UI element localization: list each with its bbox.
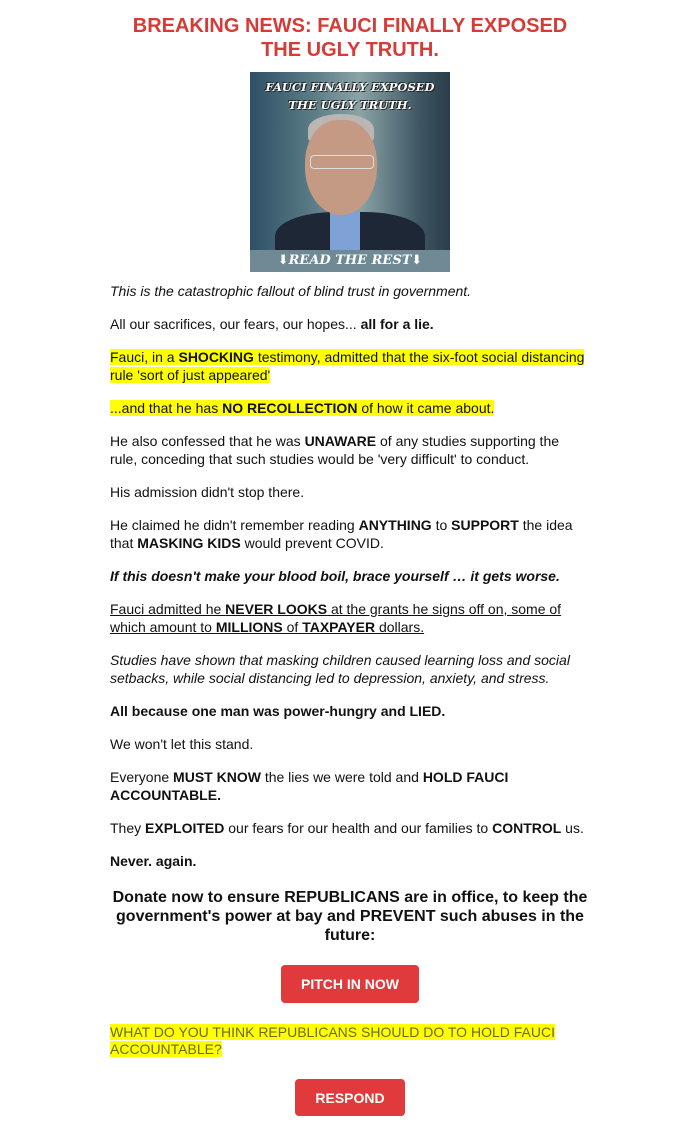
- text: to: [431, 517, 452, 533]
- paragraph: [110, 651, 590, 687]
- portrait-glasses: [310, 155, 374, 169]
- text: ...and that he has: [110, 400, 223, 416]
- text: at the grants he signs off on, some of which amount to: [110, 601, 562, 635]
- donate-heading: Donate now to ensure REPUBLICANS are in office, to keep the government's power at bay and PREVENT such abuses in the future:: [112, 889, 588, 944]
- paragraph: [110, 819, 590, 837]
- text: would prevent COVID.: [240, 535, 384, 551]
- paragraph: [110, 600, 590, 636]
- text: of any studies supporting the rule, conceding that such studies would be 'very difficult' to conduct.: [110, 433, 560, 467]
- article-text: [110, 282, 590, 870]
- text: testimony, admitted that the six-foot social distancing rule 'sort of just appeared': [110, 349, 585, 383]
- paragraph: [110, 768, 590, 804]
- paragraph: [110, 315, 590, 333]
- text: our fears for our health and our families to: [224, 820, 493, 836]
- bold-text: Never. again.: [110, 853, 197, 869]
- hero-image[interactable]: [250, 72, 450, 272]
- portrait-shirt: [330, 212, 360, 252]
- respond-button[interactable]: RESPOND: [295, 1079, 405, 1116]
- bold-text: UNAWARE: [304, 433, 377, 449]
- hero-caption-line2: THE UGLY TRUTH.: [288, 98, 412, 112]
- bold-text: SHOCKING: [178, 349, 254, 365]
- text: This is the catastrophic fallout of blind trust in government.: [110, 283, 472, 299]
- text: Everyone: [110, 769, 174, 785]
- bold-text: MASKING KIDS: [137, 535, 241, 551]
- paragraph: [110, 702, 590, 720]
- headline: BREAKING NEWS: FAUCI FINALLY EXPOSED THE UGLY TRUTH.: [132, 15, 568, 61]
- text: Fauci, in a: [110, 349, 179, 365]
- paragraph: [110, 432, 590, 468]
- bold-text: EXPLOITED: [145, 820, 225, 836]
- bold-text: SUPPORT: [451, 517, 519, 533]
- question-link[interactable]: [110, 1024, 590, 1058]
- text: His admission didn't stop there.: [110, 484, 305, 500]
- text: He also confessed that he was: [110, 433, 305, 449]
- text: of how it came about.: [357, 400, 495, 416]
- read-the-rest-banner[interactable]: ⬇READ THE REST⬇: [250, 250, 450, 272]
- text: the lies we were told and: [260, 769, 423, 785]
- paragraph: [110, 567, 590, 585]
- text: the idea that: [110, 517, 573, 551]
- paragraph: [110, 483, 590, 501]
- bold-text: NEVER LOOKS: [225, 601, 328, 617]
- bold-text: CONTROL: [492, 820, 562, 836]
- text: All our sacrifices, our fears, our hopes...: [110, 316, 361, 332]
- bold-text: HOLD FAUCI ACCOUNTABLE.: [110, 769, 509, 803]
- text: They: [110, 820, 146, 836]
- bold-text: NO RECOLLECTION: [222, 400, 358, 416]
- text: of: [282, 619, 303, 635]
- bold-text: all for a lie.: [360, 316, 434, 332]
- text: We won't let this stand.: [110, 736, 254, 752]
- bold-text: MUST KNOW: [173, 769, 261, 785]
- pitch-in-now-button[interactable]: PITCH IN NOW: [281, 965, 419, 1003]
- bold-text: MILLIONS: [215, 619, 283, 635]
- text: He claimed he didn't remember reading: [110, 517, 359, 533]
- email-body: [110, 0, 590, 1116]
- bold-text: If this doesn't make your blood boil, brace yourself … it gets worse.: [110, 568, 560, 584]
- bold-text: ANYTHING: [358, 517, 432, 533]
- paragraph: [110, 516, 590, 552]
- paragraph: [110, 852, 590, 870]
- text: us.: [561, 820, 584, 836]
- text: dollars.: [375, 619, 425, 635]
- bold-text: TAXPAYER: [302, 619, 376, 635]
- paragraph: [110, 282, 590, 300]
- paragraph: [110, 399, 590, 417]
- paragraph: [110, 735, 590, 753]
- paragraph: [110, 348, 590, 384]
- bold-text: All because one man was power-hungry and LIED.: [110, 703, 446, 719]
- text: Studies have shown that masking children caused learning loss and social setbacks, while social distancing led to depression, anxiety, and stress.: [110, 652, 570, 686]
- hero-caption: [250, 78, 450, 114]
- text: Fauci admitted he: [110, 601, 226, 617]
- hero-caption-line1: FAUCI FINALLY EXPOSED: [265, 80, 435, 94]
- question-link-text[interactable]: WHAT DO YOU THINK REPUBLICANS SHOULD DO TO HOLD FAUCI ACCOUNTABLE?: [110, 1024, 555, 1057]
